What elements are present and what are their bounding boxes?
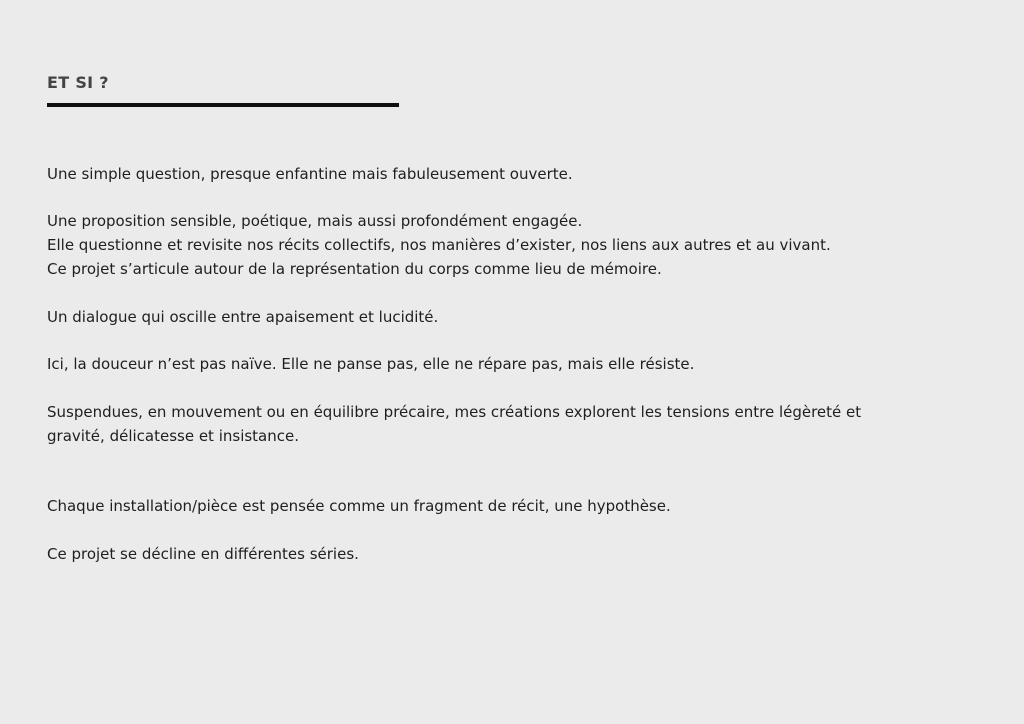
text-line: Ce projet se décline en différentes séries. — [47, 545, 359, 563]
text-line: Chaque installation/pièce est pensée comme un fragment de récit, une hypothèse. — [47, 497, 671, 515]
text-line: Suspendues, en mouvement ou en équilibre précaire, mes créations explorent les tensions entre légèreté et — [47, 403, 862, 421]
text-line: Ici, la douceur n’est pas naïve. Elle ne panse pas, elle ne répare pas, mais elle résiste. — [47, 355, 695, 373]
text-line: gravité, délicatesse et insistance. — [47, 427, 300, 445]
text-line: Elle questionne et revisite nos récits collectifs, nos manières d’exister, nos liens aux autres et au vivant. — [47, 236, 831, 254]
text-line: Une proposition sensible, poétique, mais aussi profondément engagée. — [47, 212, 583, 230]
text-line: Ce projet s’articule autour de la représentation du corps comme lieu de mémoire. — [47, 260, 662, 278]
title-underline — [47, 103, 399, 107]
page-title: ET SI ? — [47, 73, 109, 92]
text-line: Un dialogue qui oscille entre apaisement et lucidité. — [47, 308, 439, 326]
text-line: Une simple question, presque enfantine mais fabuleusement ouverte. — [47, 165, 573, 183]
